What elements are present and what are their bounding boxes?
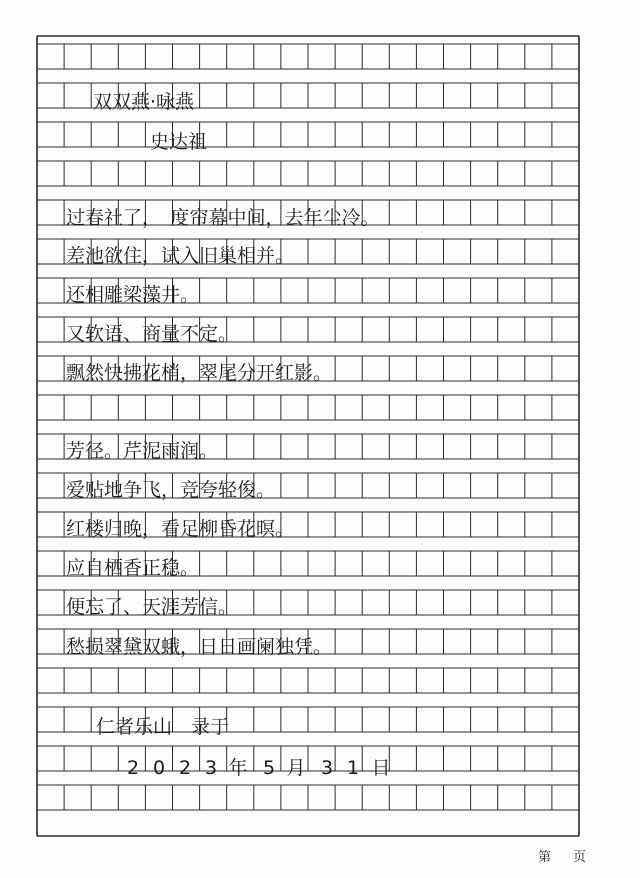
poem-line: 芳径。芹泥雨润。 [66,440,219,462]
poem-line: 应自栖香正稳。 [66,557,200,579]
poem-author: 史达祖 [150,131,208,153]
poem-line: 过春社了， 度帘幕中间，去年尘冷。 [66,207,380,229]
page-prefix: 第 [538,850,552,865]
date-char: 3 [204,757,218,779]
poem-line: 愁损翠黛双蛾，日日画阑独凭。 [66,636,333,658]
date-char: 日 [371,757,391,779]
date-char: 5 [262,757,276,779]
date-char: 3 [320,757,334,779]
poem-title: 双双燕·咏燕 [93,91,195,113]
signature: 仁者乐山 录于 [96,716,230,738]
poem-line: 又软语、商量不定。 [66,323,238,345]
poem-line: 红楼归晚，看足柳昏花暝。 [66,518,295,540]
poem-line: 还相雕梁藻井。 [66,284,200,306]
date-char: 1 [346,757,360,779]
date-char: 2 [178,757,192,779]
poem-line: 差池欲住，试入旧巢相并。 [66,245,295,267]
date-char: 0 [152,757,166,779]
page-suffix: 页 [573,850,587,865]
date-char: 年 [228,757,248,779]
date-char: 月 [286,757,306,779]
date-char: 2 [126,757,140,779]
poem-line: 便忘了、天涯芳信。 [66,596,238,618]
poem-line: 爱贴地争飞，竞夸轻俊。 [66,479,276,501]
poem-line: 飘然快拂花梢，翠尾分开红影。 [66,362,333,384]
page-number-footer [538,846,586,865]
